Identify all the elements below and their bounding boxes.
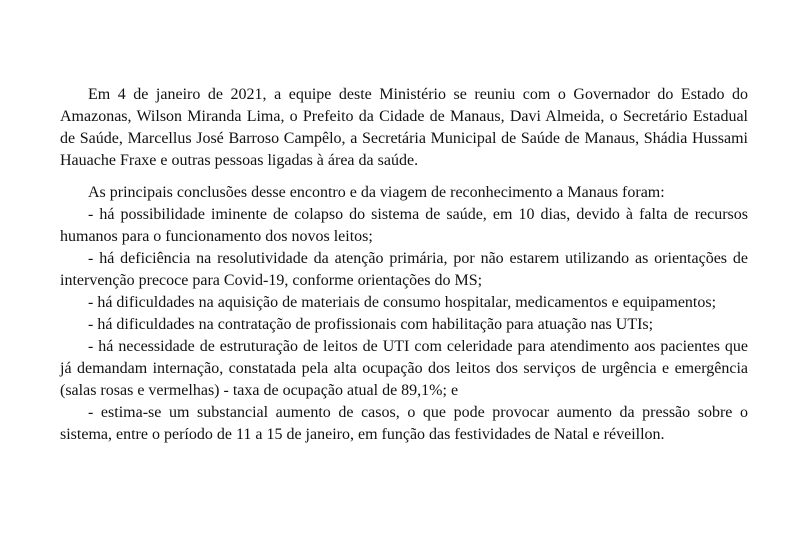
list-item: - há possibilidade iminente de colapso do sistema de saúde, em 10 dias, devido à falta de recursos humanos para o funcionamento dos novos leitos; — [60, 206, 748, 245]
conclusions-intro: As principais conclusões desse encontro e da viagem de reconhecimento a Manaus foram: — [88, 184, 665, 201]
list-item: - estima-se um substancial aumento de casos, o que pode provocar aumento da pressão sobre o sistema, entre o período de 11 a 15 de janeiro, em função das festividades de Natal e réveillon. — [60, 404, 748, 443]
list-item: - há dificuldades na aquisição de materiais de consumo hospitalar, medicamentos e equipamentos; — [88, 294, 717, 311]
list-item: - há deficiência na resolutividade da atenção primária, por não estarem utilizando as orientações de intervenção precoce para Covid-19, conforme orientações do MS; — [60, 250, 748, 289]
list-item: - há necessidade de estruturação de leitos de UTI com celeridade para atendimento aos pacientes que já demandam internação, constatada pela alta ocupação dos leitos dos serviços de urgência e emergência (salas rosas e vermelhas) - taxa de ocupação atual de 89,1%; e — [60, 338, 748, 399]
intro-paragraph: Em 4 de janeiro de 2021, a equipe deste Ministério se reuniu com o Governador do Estado do Amazonas, Wilson Miranda Lima, o Prefeito da Cidade de Manaus, Davi Almeida, o Secretário Estadual de Saúde, Marcellus José Barroso Campêlo, a Secretária Municipal de Saúde de Manaus, Shádia Hussami Hauache Fraxe e outras pessoas ligadas à área da saúde. — [60, 86, 748, 169]
paragraph-gap — [60, 172, 748, 182]
list-item: - há dificuldades na contratação de profissionais com habilitação para atuação nas UTIs; — [88, 316, 654, 333]
document-body — [60, 84, 748, 446]
